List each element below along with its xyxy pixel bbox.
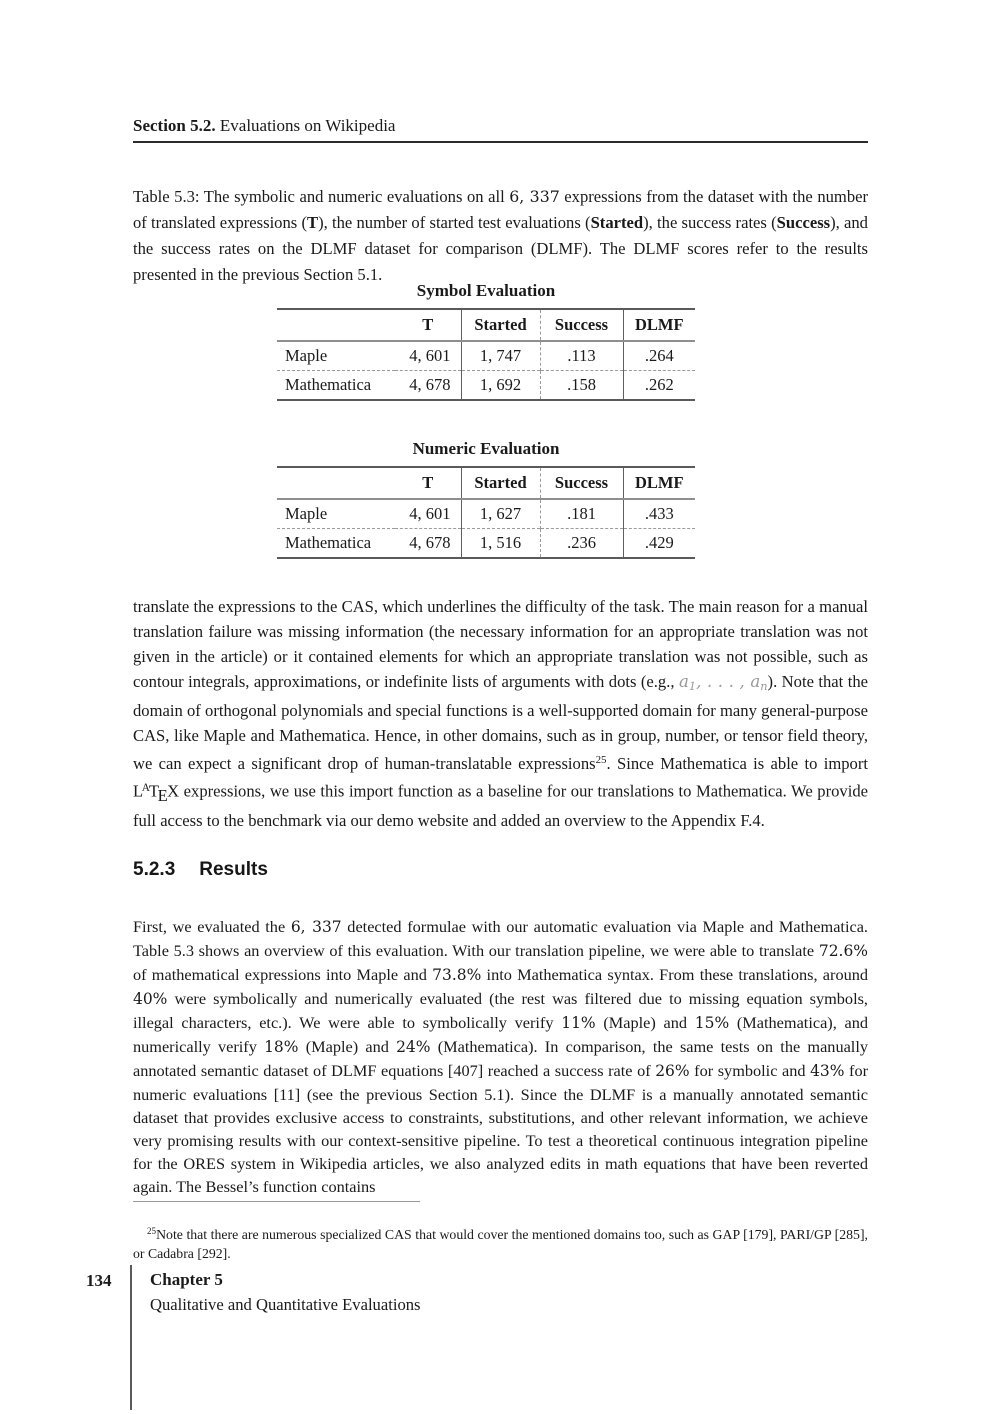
cell-success: .113: [540, 341, 623, 371]
running-header-section-title: Evaluations on Wikipedia: [215, 116, 396, 135]
row-label: Mathematica: [285, 375, 372, 394]
table-header-row: [277, 467, 695, 499]
table-title: Symbol Evaluation: [416, 281, 556, 300]
subsection-label: Results: [199, 859, 268, 880]
subsection-heading: [133, 859, 268, 881]
row-label: Mathematica: [285, 533, 372, 552]
col-header-started: Started: [461, 309, 540, 341]
body-paragraph-2: First, we evaluated the 6, 337 detected formulae with our automatic evaluation via Maple and Mathematica. Table 5.3 shows an overview of this evaluation. With our translation pipeline, we were able to translate 72.6% of mathematical expressions into Maple and 73.8% into Mathematica syntax. From these translations, around 40% were symbolically and numerically evaluated (the rest was filtered due to missing equation symbols, illegal characters, etc.). We were able to symbolically verify 11% (Maple) and 15% (Mathematica), and numerically verify 18% (Maple) and 24% (Mathematica). In comparison, the same tests on the manually annotated semantic dataset of DLMF equations [407] reached a success rate of 26% for symbolic and 43% for numeric evaluations [11] (see the previous Section 5.1). Since the DLMF is a manually annotated semantic dataset that provides exclusive access to constraints, substitutions, and other relevant information, we achieve very promising results with our context-sensitive pipeline. To test a theoretical continuous integration pipeline for the ORES system in Wikipedia articles, we also analyzed edits in math equations that have been reverted again. The Bessel’s function contains: [133, 917, 869, 1197]
col-header-empty: [277, 467, 395, 499]
col-header-empty: [277, 309, 395, 341]
cell-t: 4, 678: [395, 529, 461, 559]
running-header: [133, 116, 868, 136]
page-number: 134: [86, 1271, 112, 1290]
cell-success: .236: [540, 529, 623, 559]
col-header-dlmf: DLMF: [634, 473, 684, 492]
footnote: $^{25}$Note that there are numerous specialized CAS that would cover the mentioned domains too, such as GAP [179], PARI/GP [285], or Cadabra [292].: [133, 1225, 868, 1262]
row-label: Maple: [285, 504, 328, 523]
numeric-evaluation-table: [277, 439, 695, 559]
col-header-t: T: [395, 309, 461, 341]
table-row: [277, 371, 695, 401]
table-title: Numeric Evaluation: [412, 439, 560, 458]
table-caption: Table 5.3: The symbolic and numeric evaluations on all 6, 337 expressions from the dataset with the number of translated expressions (T), the number of started test evaluations (Started), the success rates (Success), and the success rates on the DLMF dataset for comparison (DLMF). The DLMF scores refer to the results presented in the previous Section 5.1.: [133, 186, 869, 284]
footer-vertical-rule: [130, 1265, 132, 1410]
cell-dlmf: .264: [644, 346, 674, 365]
table-row: [277, 529, 695, 559]
body-paragraph-1: translate the expressions to the CAS, which underlines the difficulty of the task. The main reason for a manual translation failure was missing information (the necessary information for an appropriate translation was not given in the article) or it contained elements for which an appropriate translation was not possible, such as contour integrals, approximations, or indefinite lists of arguments with dots (e.g., a1, . . . , an). Note that the domain of orthogonal polynomials and special functions is a well-supported domain for many general-purpose CAS, like Maple and Mathematica. Hence, in other domains, such as in group, number, or tensor field theory, we can expect a significant drop of human-translatable expressions$^{25}$. Since Mathematica is able to import $L^ATEX$ expressions, we use this import function as a baseline for our translations to Mathematica. We provide full access to the benchmark via our demo website and added an overview to the Appendix F.4.: [133, 596, 869, 830]
cell-started: 1, 627: [461, 499, 540, 529]
footnote-rule: [133, 1201, 420, 1202]
row-label: Maple: [285, 346, 328, 365]
cell-started: 1, 692: [461, 371, 540, 401]
cell-success: .158: [540, 371, 623, 401]
table: [277, 308, 695, 401]
table: [277, 466, 695, 559]
table-row: [277, 499, 695, 529]
cell-dlmf: .433: [644, 504, 674, 523]
cell-started: 1, 516: [461, 529, 540, 559]
symbol-evaluation-table: [277, 281, 695, 401]
running-header-section-label: Section 5.2.: [133, 116, 216, 135]
cell-dlmf: .429: [644, 533, 674, 552]
col-header-dlmf: DLMF: [634, 315, 684, 334]
table-header-row: [277, 309, 695, 341]
cell-t: 4, 601: [395, 499, 461, 529]
cell-started: 1, 747: [461, 341, 540, 371]
footer-chapter-subtitle: Qualitative and Quantitative Evaluations: [150, 1295, 421, 1314]
col-header-started: Started: [461, 467, 540, 499]
subsection-number: 5.2.3: [133, 859, 176, 880]
table-row: [277, 341, 695, 371]
header-rule: [133, 141, 868, 143]
footer-chapter-label: Chapter 5: [150, 1270, 223, 1289]
col-header-success: Success: [540, 467, 623, 499]
cell-success: .181: [540, 499, 623, 529]
cell-t: 4, 678: [395, 371, 461, 401]
cell-t: 4, 601: [395, 341, 461, 371]
cell-dlmf: .262: [644, 375, 674, 394]
col-header-t: T: [395, 467, 461, 499]
col-header-success: Success: [540, 309, 623, 341]
